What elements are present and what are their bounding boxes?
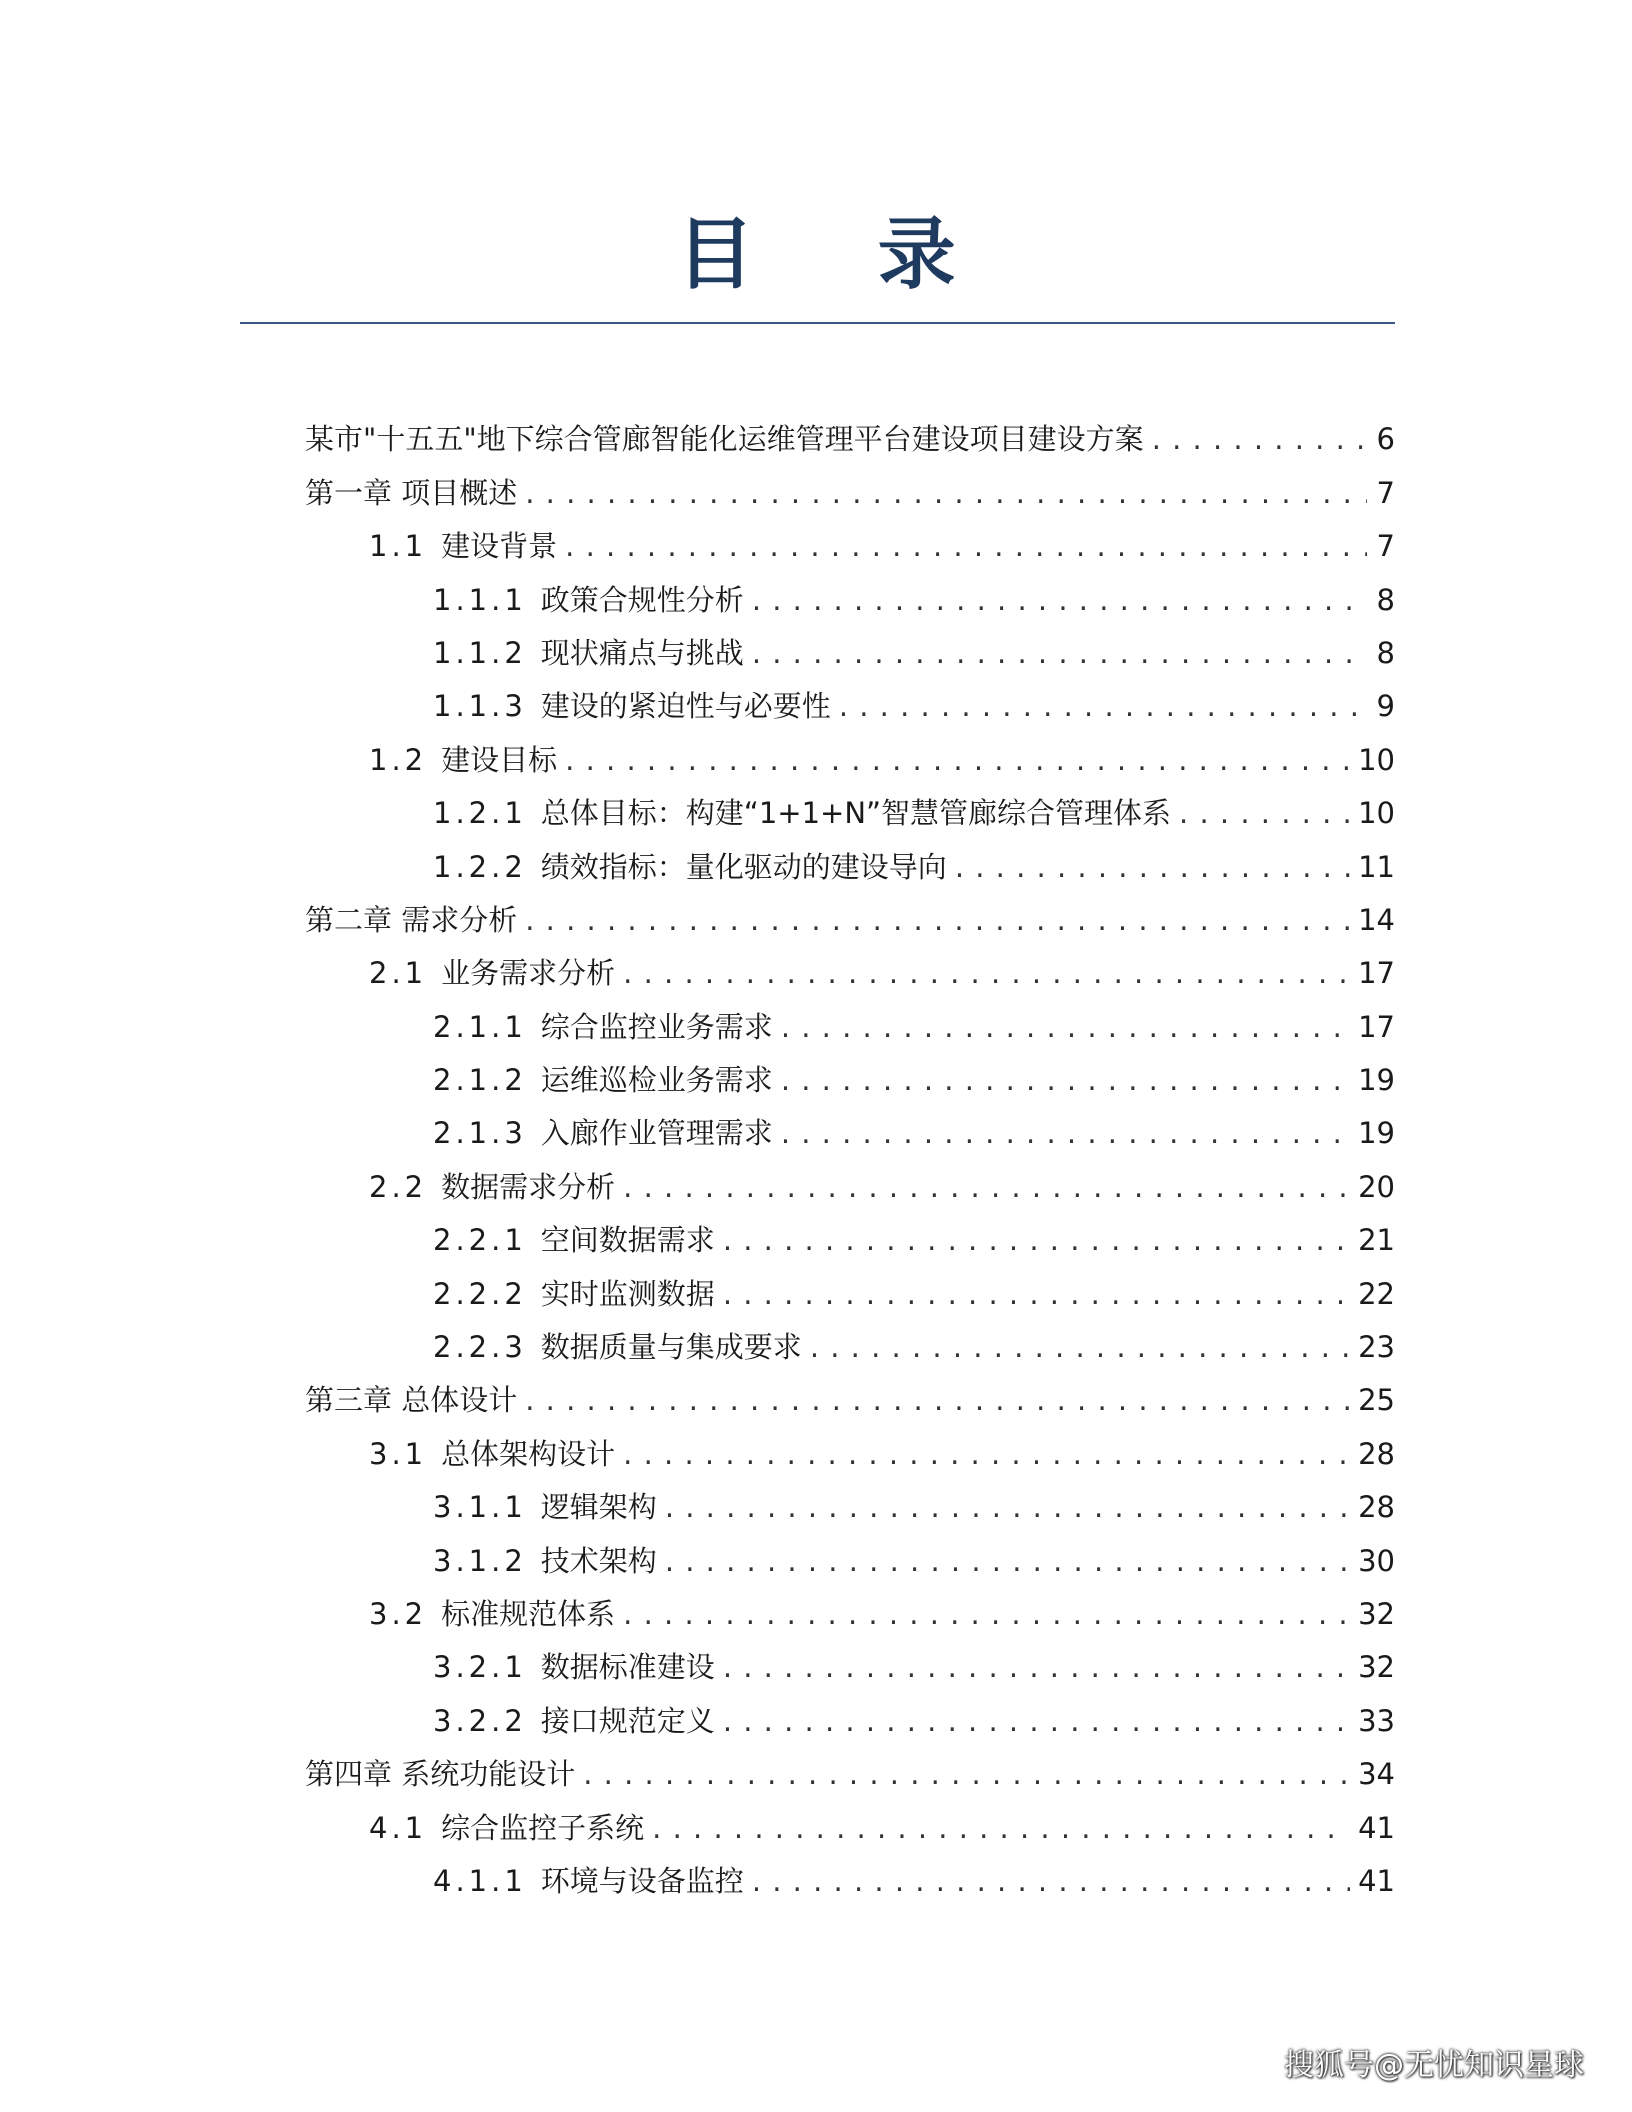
toc-leader-dots	[652, 1809, 1350, 1847]
toc-page-number: 30	[1358, 1543, 1395, 1578]
toc-entry-text: 政策合规性分析	[540, 582, 744, 617]
toc-page-number: 11	[1358, 849, 1395, 884]
toc-page-number: 19	[1358, 1063, 1395, 1098]
toc-entry-text: 绩效指标：量化驱动的建设导向	[540, 849, 947, 884]
toc-page-number: 10	[1358, 742, 1395, 777]
toc-entry-label	[305, 420, 1144, 458]
toc-page-number: 17	[1358, 956, 1395, 991]
page-title: 目 录	[676, 210, 1004, 300]
toc-entry-number: 3.2.1	[433, 1650, 527, 1685]
toc-entry-number: 2.1.1	[433, 1009, 527, 1044]
toc-entry-number: 1.2.1	[433, 796, 527, 831]
toc-entry[interactable]	[305, 1580, 1395, 1633]
toc-entry[interactable]	[305, 832, 1395, 885]
toc-entry[interactable]	[305, 1046, 1395, 1099]
toc-entry[interactable]	[305, 1152, 1395, 1205]
toc-entry[interactable]	[305, 1259, 1395, 1312]
toc-entry-number: 1.1	[369, 529, 428, 564]
toc-entry-label	[433, 1275, 715, 1313]
toc-entry-text: 实时监测数据	[540, 1276, 715, 1311]
toc-entry[interactable]	[305, 1099, 1395, 1152]
toc-entry-text: 总体架构设计	[441, 1436, 616, 1471]
toc-entry-text: 环境与设备监控	[540, 1863, 744, 1898]
toc-leader-dots	[525, 901, 1350, 939]
toc-leader-dots	[525, 474, 1367, 512]
toc-leader-dots	[623, 954, 1350, 992]
toc-entry-text: 运维巡检业务需求	[540, 1063, 773, 1098]
toc-page-number: 22	[1358, 1276, 1395, 1311]
toc-entry-text: 技术架构	[540, 1543, 657, 1578]
toc-leader-dots	[623, 1595, 1350, 1633]
toc-entry[interactable]	[305, 1473, 1395, 1526]
toc-leader-dots	[781, 1061, 1350, 1099]
toc-leader-dots	[665, 1488, 1350, 1526]
toc-entry-label	[369, 1168, 615, 1206]
toc-leader-dots	[623, 1435, 1350, 1473]
toc-entry-text: 逻辑架构	[540, 1490, 657, 1525]
toc-entry-number: 2.2	[369, 1169, 428, 1204]
toc-entry-text: 建设的紧迫性与必要性	[540, 689, 831, 724]
toc-entry-text: 第二章 需求分析	[305, 902, 518, 937]
toc-entry-text: 综合监控业务需求	[540, 1009, 773, 1044]
toc-leader-dots	[723, 1275, 1350, 1313]
toc-leader-dots	[525, 1381, 1350, 1419]
toc-entry[interactable]	[305, 1847, 1395, 1900]
toc-entry-text: 标准规范体系	[441, 1596, 616, 1631]
toc-entry[interactable]	[305, 1686, 1395, 1739]
toc-leader-dots	[752, 1862, 1350, 1900]
toc-entry-number: 3.1.2	[433, 1543, 527, 1578]
toc-entry-number: 1.2	[369, 742, 428, 777]
toc-leader-dots	[565, 741, 1350, 779]
toc-entry-number: 2.2.3	[433, 1330, 527, 1365]
toc-leader-dots	[623, 1168, 1350, 1206]
toc-leader-dots	[583, 1755, 1350, 1793]
toc-page-number: 7	[1376, 529, 1395, 564]
toc-entry-text: 入廊作业管理需求	[540, 1116, 773, 1151]
toc-entry-label	[433, 687, 831, 725]
toc-entry-label	[433, 1702, 715, 1740]
toc-leader-dots	[752, 634, 1367, 672]
toc-entry[interactable]	[305, 1366, 1395, 1419]
toc-entry-label	[433, 1221, 715, 1259]
toc-leader-dots	[565, 527, 1367, 565]
toc-entry-label	[369, 1809, 644, 1847]
toc-entry-label	[433, 1648, 715, 1686]
toc-page-number: 10	[1358, 796, 1395, 831]
toc-entry-label	[433, 581, 744, 619]
toc-entry-number: 1.2.2	[433, 849, 527, 884]
toc-leader-dots	[1179, 794, 1350, 832]
toc-entry-label	[433, 1488, 657, 1526]
toc-page-number: 8	[1376, 582, 1395, 617]
toc-entry-text: 某市"十五五"地下综合管廊智能化运维管理平台建设项目建设方案	[305, 422, 1144, 457]
toc-entry-number: 2.2.1	[433, 1223, 527, 1258]
toc-entry[interactable]	[305, 565, 1395, 618]
toc-entry-label	[433, 1542, 657, 1580]
toc-leader-dots	[723, 1702, 1350, 1740]
toc-entry[interactable]	[305, 458, 1395, 511]
toc-entry[interactable]	[305, 672, 1395, 725]
toc-page-number: 8	[1376, 635, 1395, 670]
toc-page-number: 9	[1376, 689, 1395, 724]
toc-page-number: 25	[1358, 1383, 1395, 1418]
toc-page-number: 32	[1358, 1596, 1395, 1631]
table-of-contents	[305, 405, 1395, 1900]
toc-entry[interactable]	[305, 1740, 1395, 1793]
toc-entry-text: 数据质量与集成要求	[540, 1330, 802, 1365]
toc-entry[interactable]	[305, 779, 1395, 832]
toc-leader-dots	[1152, 420, 1367, 458]
toc-page-number: 20	[1358, 1169, 1395, 1204]
title-divider	[240, 322, 1395, 324]
toc-entry-label	[433, 1061, 773, 1099]
toc-page-number: 23	[1358, 1330, 1395, 1365]
toc-entry[interactable]	[305, 939, 1395, 992]
toc-entry[interactable]	[305, 1633, 1395, 1686]
toc-entry[interactable]	[305, 1526, 1395, 1579]
toc-entry-number: 2.1.2	[433, 1063, 527, 1098]
toc-page-number: 33	[1358, 1703, 1395, 1738]
toc-entry[interactable]	[305, 992, 1395, 1045]
toc-leader-dots	[723, 1221, 1350, 1259]
toc-entry-label	[369, 954, 615, 992]
toc-entry-text: 建设背景	[441, 529, 558, 564]
toc-entry-label	[369, 527, 557, 565]
toc-page-number: 14	[1358, 902, 1395, 937]
toc-entry-text: 业务需求分析	[441, 956, 616, 991]
toc-page-number: 34	[1358, 1757, 1395, 1792]
toc-entry-label	[369, 1595, 615, 1633]
toc-entry-label	[305, 1755, 575, 1793]
toc-entry-number: 2.1	[369, 956, 428, 991]
toc-entry-number: 3.2.2	[433, 1703, 527, 1738]
toc-entry-number: 2.1.3	[433, 1116, 527, 1151]
watermark: 搜狐号@无忧知识星球	[1284, 2048, 1584, 2083]
toc-entry-label	[433, 1328, 802, 1366]
toc-entry-label	[433, 634, 744, 672]
toc-entry-text: 建设目标	[441, 742, 558, 777]
toc-page-number: 19	[1358, 1116, 1395, 1151]
toc-entry[interactable]	[305, 886, 1395, 939]
toc-entry-text: 综合监控子系统	[441, 1810, 645, 1845]
toc-entry[interactable]	[305, 725, 1395, 778]
toc-entry[interactable]	[305, 1206, 1395, 1259]
toc-entry-label	[433, 1008, 773, 1046]
toc-entry-number: 1.1.1	[433, 582, 527, 617]
toc-page-number: 28	[1358, 1436, 1395, 1471]
toc-entry-number: 3.1	[369, 1436, 428, 1471]
toc-entry-label	[433, 1862, 744, 1900]
toc-entry-text: 数据标准建设	[540, 1650, 715, 1685]
toc-entry[interactable]	[305, 405, 1395, 458]
toc-page-number: 6	[1376, 422, 1395, 457]
toc-entry-text: 总体目标：构建“1+1+N”智慧管廊综合管理体系	[540, 796, 1172, 831]
toc-entry-number: 3.1.1	[433, 1490, 527, 1525]
toc-page-number: 21	[1358, 1223, 1395, 1258]
toc-page-number: 41	[1358, 1863, 1395, 1898]
toc-entry[interactable]	[305, 1793, 1395, 1846]
toc-entry-label	[369, 741, 557, 779]
toc-leader-dots	[723, 1648, 1350, 1686]
toc-entry-number: 2.2.2	[433, 1276, 527, 1311]
toc-entry-label	[433, 794, 1171, 832]
toc-entry-number: 4.1.1	[433, 1863, 527, 1898]
toc-entry-text: 第三章 总体设计	[305, 1383, 518, 1418]
toc-page-number: 32	[1358, 1650, 1395, 1685]
toc-entry[interactable]	[305, 1313, 1395, 1366]
toc-leader-dots	[781, 1008, 1350, 1046]
toc-entry[interactable]	[305, 619, 1395, 672]
toc-leader-dots	[839, 687, 1367, 725]
toc-entry-text: 第一章 项目概述	[305, 475, 518, 510]
toc-page-number: 17	[1358, 1009, 1395, 1044]
toc-page-number: 28	[1358, 1490, 1395, 1525]
toc-entry[interactable]	[305, 512, 1395, 565]
toc-page-number: 41	[1358, 1810, 1395, 1845]
toc-entry-text: 第四章 系统功能设计	[305, 1757, 576, 1792]
toc-entry-label	[369, 1435, 615, 1473]
toc-page-number: 7	[1376, 475, 1395, 510]
toc-leader-dots	[955, 848, 1350, 886]
toc-entry-text: 空间数据需求	[540, 1223, 715, 1258]
toc-entry-label	[433, 848, 947, 886]
toc-entry-number: 1.1.3	[433, 689, 527, 724]
toc-entry-label	[305, 474, 517, 512]
toc-entry-label	[305, 901, 517, 939]
toc-entry-text: 接口规范定义	[540, 1703, 715, 1738]
toc-leader-dots	[752, 581, 1367, 619]
toc-entry-text: 数据需求分析	[441, 1169, 616, 1204]
toc-leader-dots	[781, 1114, 1350, 1152]
toc-entry-number: 4.1	[369, 1810, 428, 1845]
toc-entry-text: 现状痛点与挑战	[540, 635, 744, 670]
toc-entry-label	[433, 1114, 773, 1152]
toc-entry-number: 3.2	[369, 1596, 428, 1631]
toc-entry-number: 1.1.2	[433, 635, 527, 670]
toc-leader-dots	[665, 1542, 1350, 1580]
toc-entry-label	[305, 1381, 517, 1419]
toc-entry[interactable]	[305, 1419, 1395, 1472]
toc-leader-dots	[810, 1328, 1350, 1366]
